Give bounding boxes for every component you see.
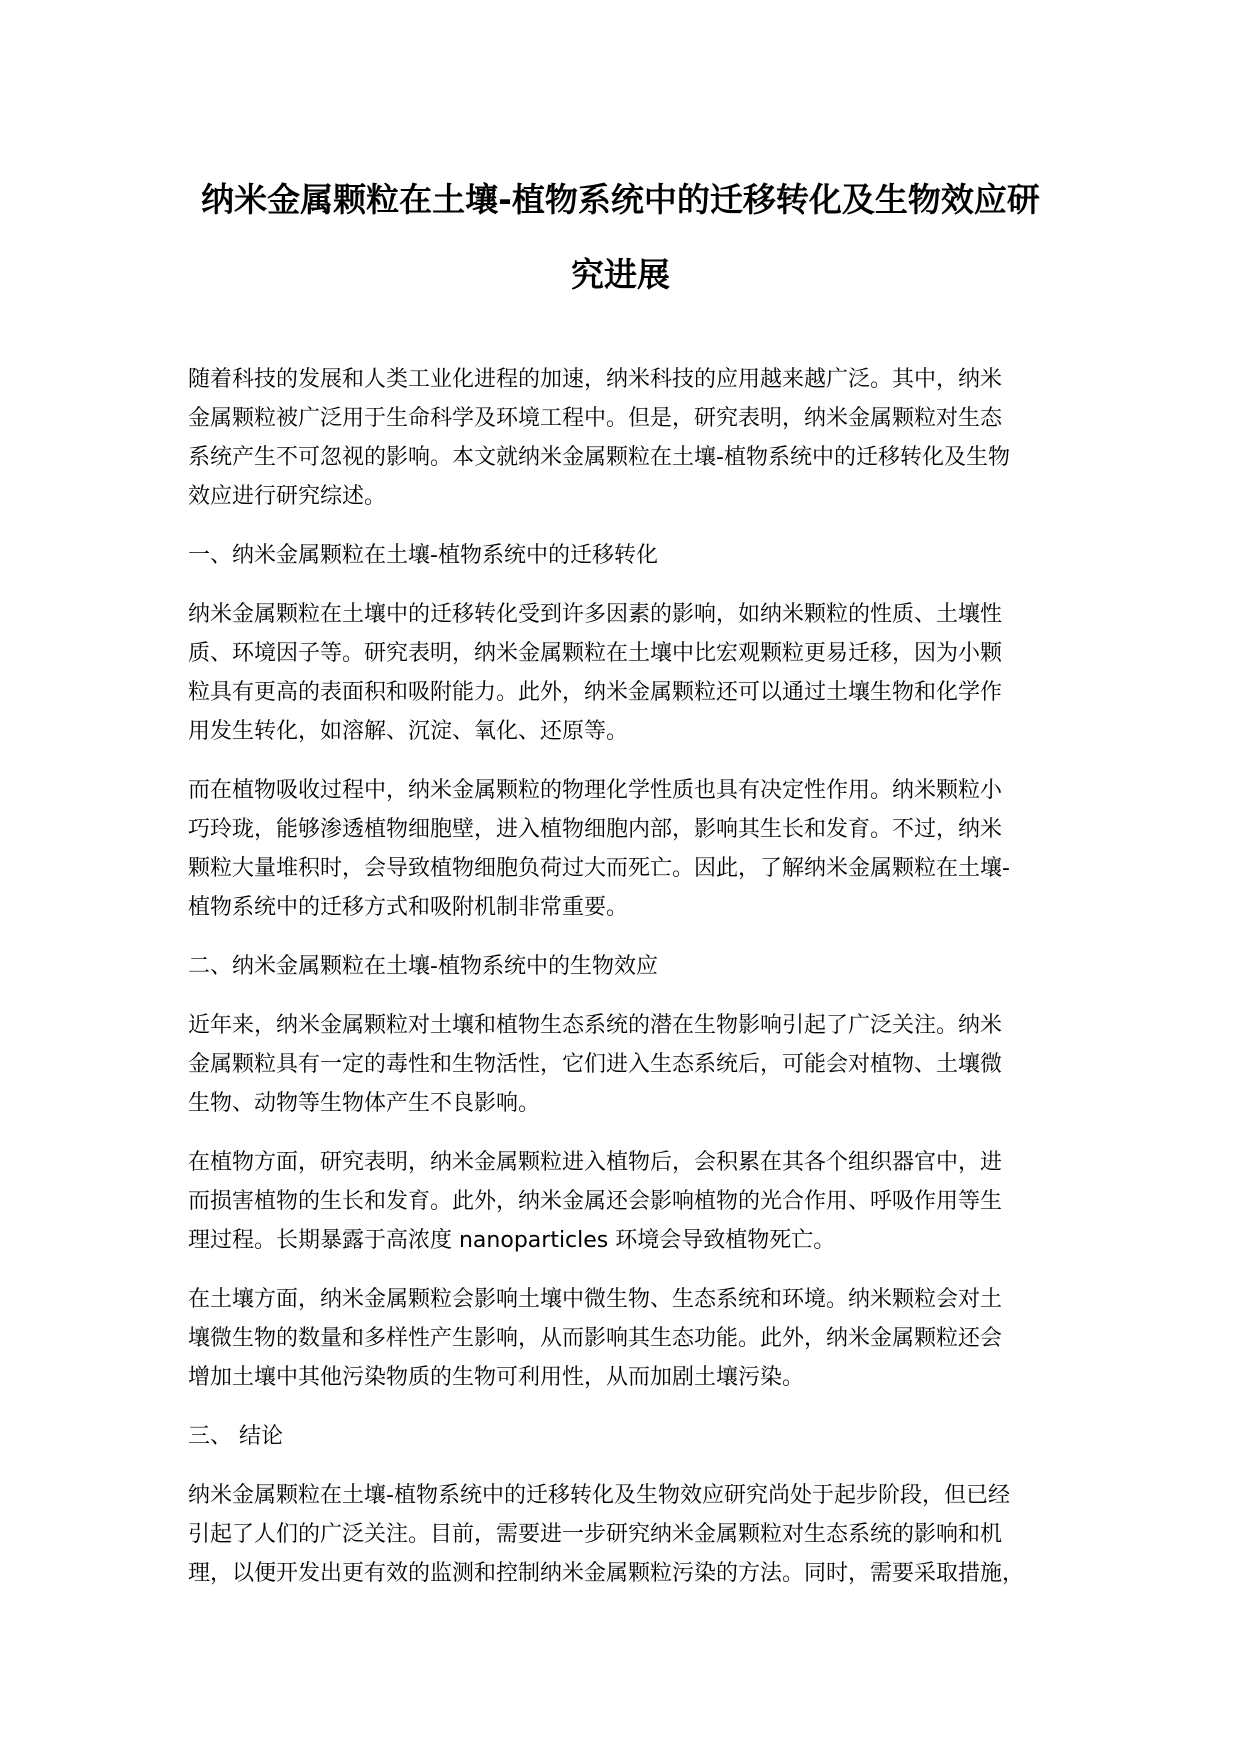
paragraph-5 [188, 1143, 1068, 1260]
paragraph-line: 巧玲珑，能够渗透植物细胞壁，进入植物细胞内部，影响其生长和发育。不过，纳米 [188, 817, 1003, 842]
paragraph-line: 金属颗粒具有一定的毒性和生物活性，它们进入生态系统后，可能会对植物、土壤微 [188, 1052, 1003, 1077]
paragraph-2 [188, 595, 1068, 751]
paragraph-line: 在植物方面，研究表明，纳米金属颗粒进入植物后，会积累在其各个组织器官中，进 [188, 1150, 1003, 1175]
paragraph-line: 系统产生不可忽视的影响。本文就纳米金属颗粒在土壤-植物系统中的迁移转化及生物 [188, 445, 1010, 470]
paragraph-line: 金属颗粒被广泛用于生命科学及环境工程中。但是，研究表明，纳米金属颗粒对生态 [188, 406, 1003, 431]
paragraph-line: 而损害植物的生长和发育。此外，纳米金属还会影响植物的光合作用、呼吸作用等生 [188, 1189, 1003, 1214]
paragraph-line: 颗粒大量堆积时，会导致植物细胞负荷过大而死亡。因此，了解纳米金属颗粒在土壤- [188, 856, 1010, 881]
section-heading-3: 三、 结论 [188, 1424, 283, 1449]
paragraph-6 [188, 1280, 1068, 1397]
paragraph-line: 植物系统中的迁移方式和吸附机制非常重要。 [188, 895, 629, 920]
document-body [188, 360, 1068, 1613]
paragraph-line: 效应进行研究综述。 [188, 484, 387, 509]
paragraph-line: 理过程。长期暴露于高浓度 nanoparticles 环境会导致植物死亡。 [188, 1228, 836, 1253]
paragraph-line: 粒具有更高的表面积和吸附能力。此外，纳米金属颗粒还可以通过土壤生物和化学作 [188, 680, 1003, 705]
paragraph-line: 随着科技的发展和人类工业化进程的加速，纳米科技的应用越来越广泛。其中，纳米 [188, 367, 1003, 392]
section-heading-1: 一、纳米金属颗粒在土壤-植物系统中的迁移转化 [188, 543, 658, 568]
paragraph-line: 用发生转化，如溶解、沉淀、氧化、还原等。 [188, 719, 629, 744]
paragraph-line: 生物、动物等生物体产生不良影响。 [188, 1091, 541, 1116]
paragraph-line: 在土壤方面，纳米金属颗粒会影响土壤中微生物、生态系统和环境。纳米颗粒会对土 [188, 1287, 1003, 1312]
document-title-line-2: 究进展 [571, 255, 670, 294]
paragraph-line: 质、环境因子等。研究表明，纳米金属颗粒在土壤中比宏观颗粒更易迁移，因为小颗 [188, 641, 1003, 666]
paragraph-line: 纳米金属颗粒在土壤-植物系统中的迁移转化及生物效应研究尚处于起步阶段，但已经 [188, 1483, 1010, 1508]
paragraph-line: 而在植物吸收过程中，纳米金属颗粒的物理化学性质也具有决定性作用。纳米颗粒小 [188, 778, 1003, 803]
paragraph-3 [188, 771, 1068, 927]
document-title-line-1: 纳米金属颗粒在土壤-植物系统中的迁移转化及生物效应研 [201, 180, 1040, 219]
paragraph-1 [188, 360, 1068, 516]
paragraph-line: 壤微生物的数量和多样性产生影响，从而影响其生态功能。此外，纳米金属颗粒还会 [188, 1326, 1003, 1351]
paragraph-7 [188, 1476, 1068, 1593]
paragraph-line: 纳米金属颗粒在土壤中的迁移转化受到许多因素的影响，如纳米颗粒的性质、土壤性 [188, 602, 1003, 627]
paragraph-line: 引起了人们的广泛关注。目前，需要进一步研究纳米金属颗粒对生态系统的影响和机 [188, 1522, 1003, 1547]
paragraph-4 [188, 1006, 1068, 1123]
section-heading-2: 二、纳米金属颗粒在土壤-植物系统中的生物效应 [188, 954, 658, 979]
paragraph-line: 增加土壤中其他污染物质的生物可利用性，从而加剧土壤污染。 [188, 1365, 805, 1390]
paragraph-line: 近年来，纳米金属颗粒对土壤和植物生态系统的潜在生物影响引起了广泛关注。纳米 [188, 1013, 1003, 1038]
paragraph-line: 理，以便开发出更有效的监测和控制纳米金属颗粒污染的方法。同时，需要采取措施， [188, 1561, 1025, 1586]
